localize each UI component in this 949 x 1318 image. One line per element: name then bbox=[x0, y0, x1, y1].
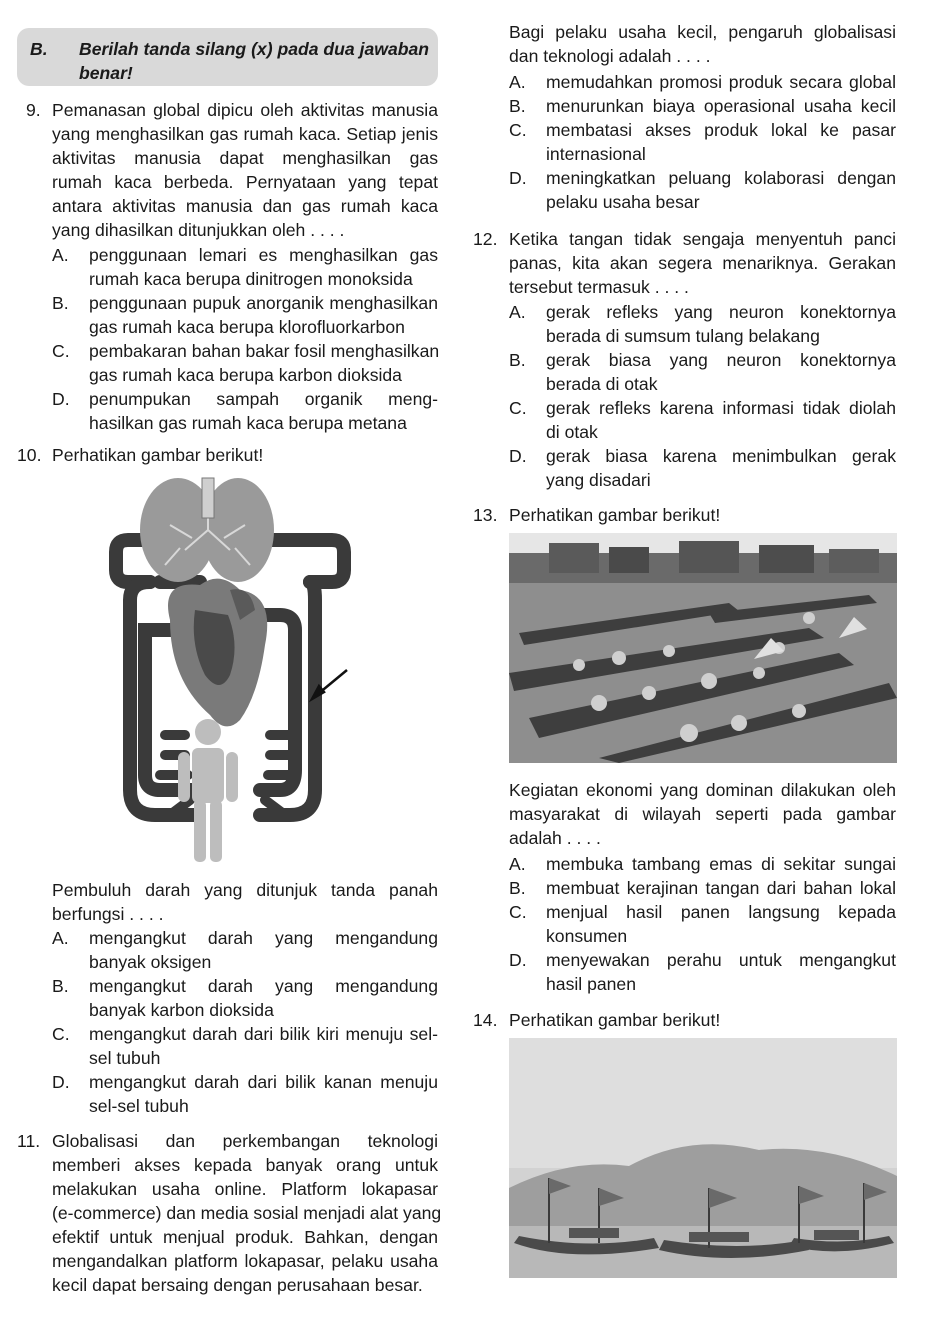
question-stem: Ketika tangan tidak sengaja menyentuh panci panas, kita akan segera menariknya. Gerakan tersebut termasuk . . . . bbox=[509, 229, 896, 297]
section-instruction: Berilah tanda silang (x) pada dua jawaban benar! bbox=[79, 39, 430, 83]
circulation-diagram bbox=[100, 470, 360, 865]
question-number: 12. bbox=[473, 229, 498, 249]
question-intro: Perhatikan gambar berikut! bbox=[509, 505, 721, 525]
question-11-continued: Bagi pelaku usaha kecil, pengaruh globalisasi dan teknologi adalah . . . . bbox=[509, 22, 896, 66]
question-intro: Perhatikan gambar berikut! bbox=[509, 1010, 721, 1030]
question-stem: Globalisasi dan perkembangan teknologi memberi akses kepada banyak orang untuk melakukan usaha online. Platform lokapasar (e-commerce) dan media sosial menjadi alat yang efektif untuk menjual produk. Bahkan, dengan mengandalkan platform lokapasar, pelaku usaha kecil dapat bersaing dengan perusahaan besar. bbox=[52, 1131, 442, 1295]
question-number: 11. bbox=[17, 1131, 41, 1151]
section-header bbox=[17, 28, 438, 86]
question-stem: Pemanasan global dipicu oleh aktivitas manusia yang menghasilkan gas rumah kaca. Setiap jenis aktivitas manusia dapat menghasilkan gas rumah kaca berbeda. Pernyataan yang tepat antara aktivitas manusia dan gas rumah kaca yang dihasilkan ditunjukkan oleh . . . . bbox=[52, 100, 438, 240]
section-letter: B. bbox=[30, 39, 48, 59]
question-number: 9. bbox=[26, 100, 41, 120]
question-number: 13. bbox=[473, 505, 498, 525]
floating-market-photo bbox=[509, 533, 897, 763]
question-number: 10. bbox=[17, 445, 42, 465]
question-13-stem: Kegiatan ekonomi yang dominan dilakukan oleh masyarakat di wilayah seperti pada gambar adalah . . . . bbox=[509, 780, 896, 848]
question-intro: Perhatikan gambar berikut! bbox=[52, 445, 264, 465]
historical-fleet-painting bbox=[509, 1038, 897, 1278]
question-number: 14. bbox=[473, 1010, 498, 1030]
question-10-stem: Pembuluh darah yang ditunjuk tanda panah berfungsi . . . . bbox=[52, 880, 438, 924]
